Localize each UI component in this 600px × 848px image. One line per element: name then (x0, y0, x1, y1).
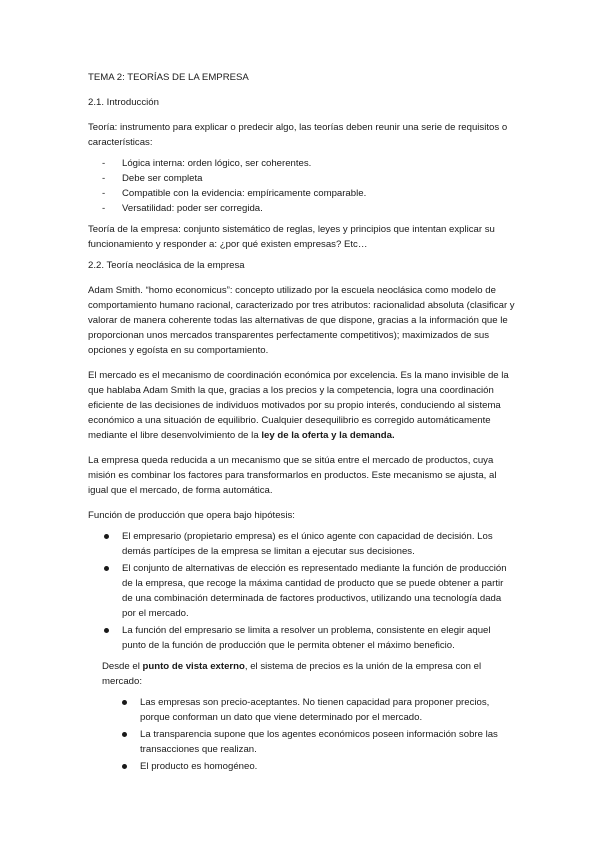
list-item: Las empresas son precio-aceptantes. No tienen capacidad para proponer precios, porque conforman un dato que viene determinado por el mercado. (88, 695, 516, 725)
list-item: - Debe ser completa (88, 171, 516, 186)
mercado-paragraph (88, 368, 516, 443)
externo-pre: Desde el (102, 661, 143, 672)
list-item: El conjunto de alternativas de elección es representado mediante la función de producción de la empresa, que recoge la máxima cantidad de producto que se puede obtener a partir de una combinación determinada de factores productivos, utilizando una tecnología dada por el mercado. (88, 561, 516, 621)
externo-post: , el sistema de precios es la unión de la empresa con el mercado: (102, 661, 482, 687)
section-2-2-heading: 2.2. Teoría neoclásica de la empresa (88, 260, 245, 271)
funcion-produccion-heading: Función de producción que opera bajo hipótesis: (88, 510, 295, 521)
externo-bold: punto de vista externo (142, 661, 245, 672)
document-title: TEMA 2: TEORÍAS DE LA EMPRESA (88, 72, 249, 83)
hipotesis-list (88, 529, 516, 653)
document-page (88, 70, 516, 776)
mercado-text: El mercado es el mecanismo de coordinación económica por excelencia. Es la mano invisible de la que hablaba Adam Smith la que, gracias a los precios y la competencia, logra una coordinación eficiente de las decisiones de individuos motivados por su propio interés, conduciendo al sistema económico a una situación de equilibrio. Cualquier desequilibrio es corregido automáticamente mediante el libre desenvolvimiento de la (88, 370, 509, 441)
list-item: El producto es homogéneo. (88, 759, 516, 774)
adam-smith-paragraph: Adam Smith. “homo economicus”: concepto utilizado por la escuela neoclásica como modelo de comportamiento humano racional, caracterizado por tres atributos: racionalidad absoluta (clasificar y valorar de manera coherente todas las alternativas de que dispone, gracias a la información que le proporcionan unos mercados transparentes perfectamente competitivos); maximizados de sus opciones y egoísta en su comportamiento. (88, 285, 515, 356)
ley-oferta-demanda: ley de la oferta y la demanda. (261, 430, 395, 441)
teoria-definition: Teoría: instrumento para explicar o predecir algo, las teorías deben reunir una serie de requisitos o características: (88, 122, 508, 148)
list-item: La función del empresario se limita a resolver un problema, consistente en elegir aquel punto de la función de producción que le permita obtener el máximo beneficio. (88, 623, 516, 653)
requisitos-list (88, 156, 516, 216)
list-item: - Lógica interna: orden lógico, ser coherentes. (88, 156, 516, 171)
punto-vista-externo-paragraph (88, 659, 516, 689)
teoria-empresa-definition: Teoría de la empresa: conjunto sistemático de reglas, leyes y principios que intentan explicar su funcionamiento y responder a: ¿por qué existen empresas? Etc… (88, 224, 495, 250)
empresa-paragraph: La empresa queda reducida a un mecanismo que se sitúa entre el mercado de productos, cuya misión es combinar los factores para transformarlos en productos. Este mecanismo se ajusta, al igual que el mercado, de forma automática. (88, 455, 497, 496)
externo-list (88, 695, 516, 774)
section-2-1-heading: 2.1. Introducción (88, 97, 159, 108)
list-item: - Versatilidad: poder ser corregida. (88, 201, 516, 216)
list-item: - Compatible con la evidencia: empíricamente comparable. (88, 186, 516, 201)
list-item: La transparencia supone que los agentes económicos poseen información sobre las transacciones que realizan. (88, 727, 516, 757)
list-item: El empresario (propietario empresa) es el único agente con capacidad de decisión. Los demás partícipes de la empresa se limitan a ejecutar sus decisiones. (88, 529, 516, 559)
